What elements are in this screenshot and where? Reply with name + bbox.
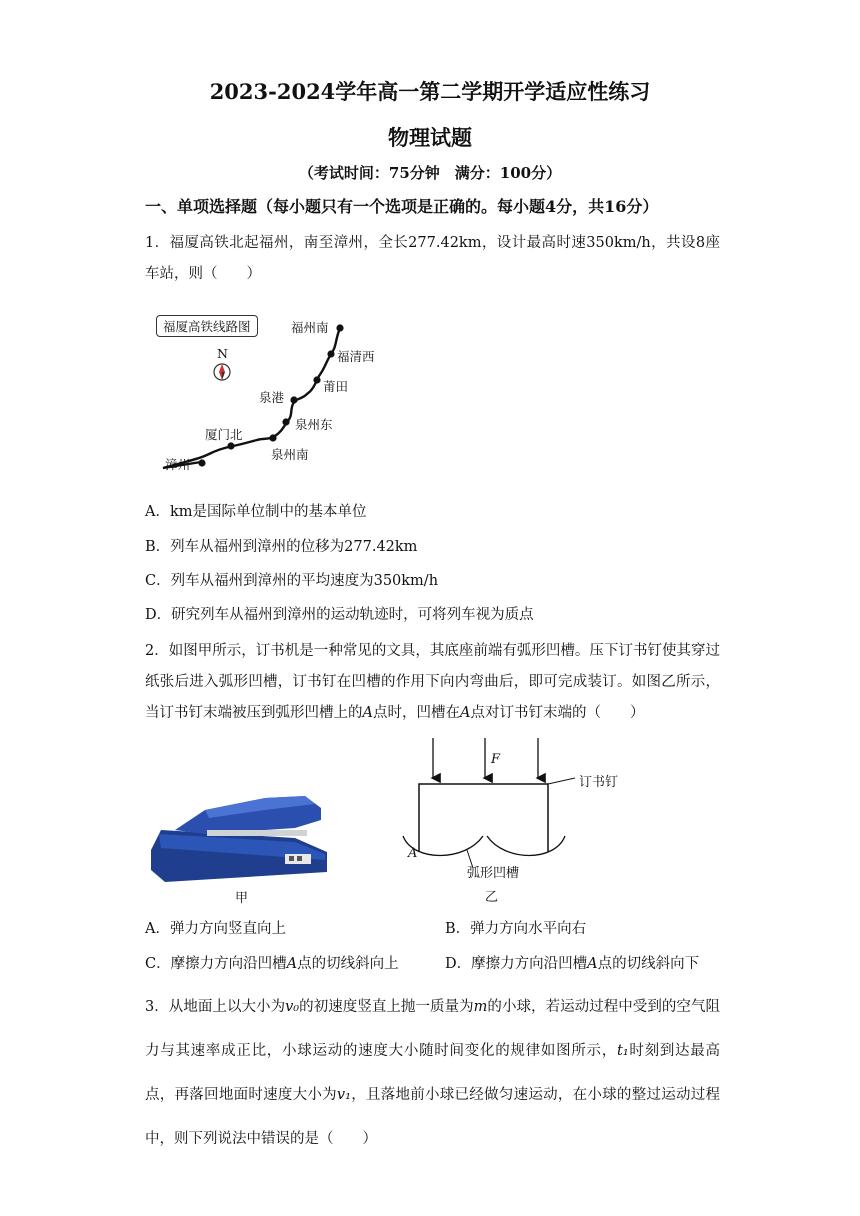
- figure-caption-yi: 乙: [485, 890, 499, 905]
- station-dot: [336, 324, 343, 331]
- q2-option-c: C．摩擦力方向沿凹槽A点的切线斜向上: [145, 956, 399, 972]
- station-dot: [313, 376, 320, 383]
- q1-option-a: A．km是国际单位制中的基本单位: [145, 504, 367, 520]
- force-label: F: [491, 752, 501, 767]
- map-title: 福厦高铁线路图: [156, 315, 258, 337]
- staple-groove-diagram: [395, 738, 635, 908]
- railway-route-map: [145, 310, 390, 480]
- staple-label: 订书钉: [579, 775, 619, 790]
- exam-title: 2023-2024学年高一第二学期开学适应性练习: [209, 79, 651, 104]
- stapler-figure: [145, 790, 335, 906]
- station-dot: [198, 459, 205, 466]
- subject-title: 物理试题: [388, 125, 472, 150]
- station-dot: [269, 434, 276, 441]
- compass-icon: [214, 364, 230, 380]
- point-a-label: A: [408, 846, 418, 861]
- station-label: 福州南: [291, 320, 329, 335]
- station-label: 泉州南: [271, 447, 309, 462]
- railway-line: [163, 328, 340, 468]
- q2-option-b: B．弹力方向水平向右: [445, 921, 587, 937]
- station-dot: [282, 418, 289, 425]
- figure-caption-jia: 甲: [235, 891, 249, 906]
- question-2-stem: 2．如图甲所示，订书机是一种常见的文具，其底座前端有弧形凹槽。压下订书钉使其穿过纸张后进入弧形凹槽，订书钉在凹槽的作用下向内弯曲后，即可完成装订。如图乙所示，当订书钉末端被压到弧形凹槽上的A点时，凹槽在A点对订书钉末端的（ ）: [145, 643, 720, 721]
- exam-info: （考试时间：75分钟 满分：100分）: [298, 164, 562, 182]
- stapler-photo: [145, 790, 335, 890]
- station-dot: [290, 396, 297, 403]
- station-dot: [227, 442, 234, 449]
- station-label: 漳州: [165, 457, 191, 472]
- question-1-stem: 1．福厦高铁北起福州，南至漳州，全长277.42km，设计最高时速350km/h，共设8座车站，则（ ）: [145, 235, 720, 282]
- groove-label: 弧形凹槽: [467, 866, 520, 881]
- question-3-stem: 3．从地面上以大小为v₀的初速度竖直上抛一质量为m的小球，若运动过程中受到的空气阻力与其速率成正比，小球运动的速度大小随时间变化的规律如图所示，t₁时刻到达最高点，再落回地面时速度大小为v₁，且落地前小球已经做匀速运动，在小球的整过运动过程中，则下列说法中错误的是（ ）: [145, 999, 721, 1147]
- station-dot: [327, 350, 334, 357]
- q1-option-d: D．研究列车从福州到漳州的运动轨迹时，可将列车视为质点: [145, 607, 534, 623]
- q2-option-d: D．摩擦力方向沿凹槽A点的切线斜向下: [445, 956, 700, 972]
- station-label: 莆田: [323, 379, 349, 394]
- station-label: 泉州东: [295, 417, 333, 432]
- station-label: 厦门北: [205, 427, 243, 442]
- north-label: N: [217, 346, 228, 361]
- q1-option-c: C．列车从福州到漳州的平均速度为350km/h: [145, 573, 439, 589]
- q1-option-b: B．列车从福州到漳州的位移为277.42km: [145, 539, 418, 555]
- station-label: 福清西: [337, 349, 375, 364]
- q2-option-a: A．弹力方向竖直向上: [145, 921, 286, 937]
- section-heading: 一、单项选择题（每小题只有一个选项是正确的。每小题4分，共16分）: [145, 197, 659, 216]
- station-label: 泉港: [259, 390, 285, 405]
